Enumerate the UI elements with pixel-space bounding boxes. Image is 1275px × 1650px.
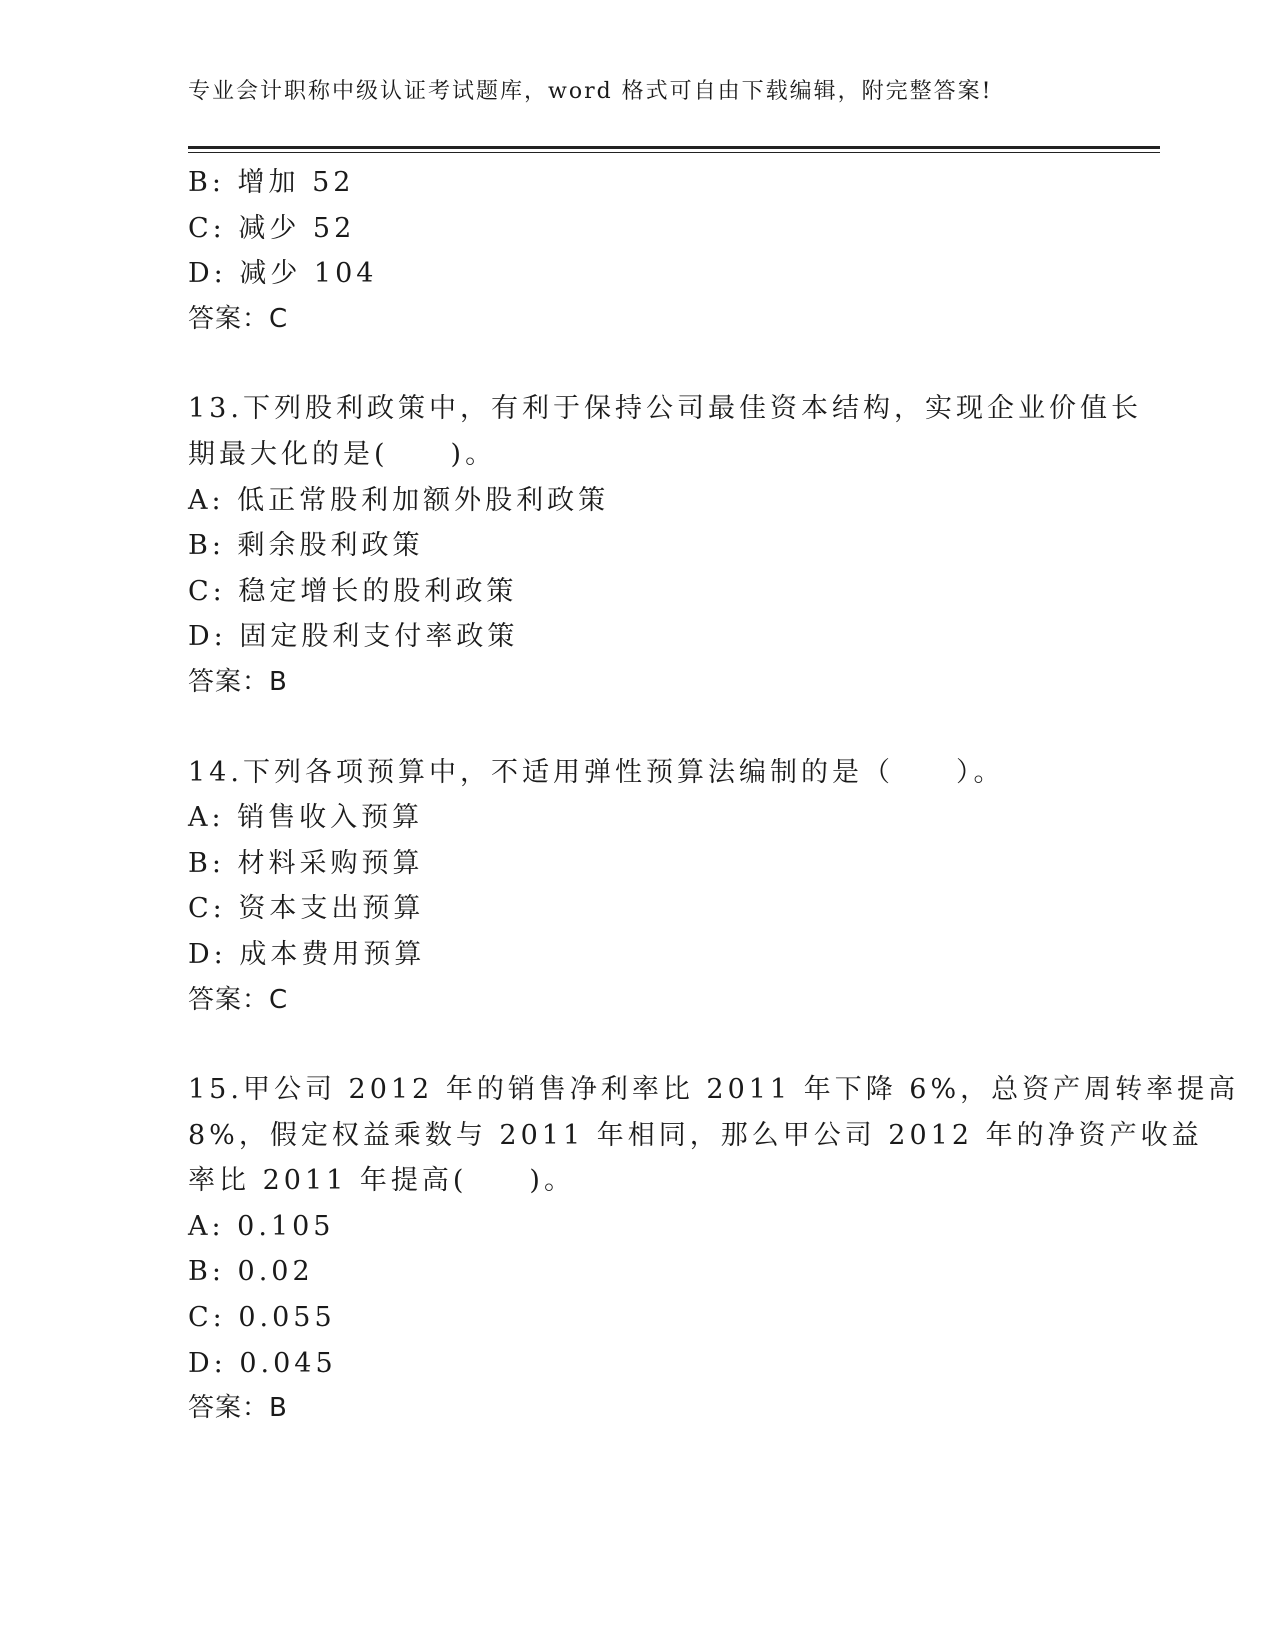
- option-c: C: 减少 52: [188, 212, 356, 244]
- header-rule-thin: [188, 152, 1160, 153]
- option-b: B: 增加 52: [188, 167, 355, 198]
- question-13-stem-line-2: 期最大化的是( )。: [188, 438, 497, 470]
- spacer: [188, 706, 1088, 750]
- question-15-option-a: A: 0.105: [188, 1210, 335, 1242]
- question-14-option-d: D: 成本费用预算: [188, 938, 426, 970]
- question-13-option-c: C: 稳定增长的股利政策: [188, 575, 518, 607]
- question-15-answer: 答案：B: [188, 1393, 288, 1424]
- question-13-option-a: A: 低正常股利加额外股利政策: [188, 484, 610, 516]
- question-13-option-d: D: 固定股利支付率政策: [188, 621, 519, 653]
- question-15-stem-line-3: 率比 2011 年提高( )。: [188, 1165, 575, 1197]
- document-body: [188, 160, 1240, 1432]
- spacer: [188, 342, 1088, 386]
- option-d: D: 减少 104: [188, 258, 378, 290]
- question-13-stem-line-1: 13.下列股利政策中，有利于保持公司最佳资本结构，实现企业价值长: [188, 393, 1142, 425]
- question-15-option-c: C: 0.055: [188, 1302, 336, 1334]
- spacer: [188, 1023, 1088, 1067]
- question-14-option-b: B: 材料采购预算: [188, 847, 424, 879]
- question-14-option-c: C: 资本支出预算: [188, 893, 425, 925]
- answer-line: 答案：C: [188, 303, 289, 334]
- page-header: 专业会计职称中级认证考试题库，word 格式可自由下载编辑，附完整答案!: [188, 79, 993, 104]
- question-15-stem-line-1: 15.甲公司 2012 年的销售净利率比 2011 年下降 6%，总资产周转率提高: [188, 1074, 1240, 1106]
- question-13-answer: 答案：B: [188, 666, 288, 697]
- question-14-option-a: A: 销售收入预算: [188, 802, 424, 834]
- header-rule-thick: [188, 146, 1160, 149]
- question-14-stem-line-1: 14.下列各项预算中，不适用弹性预算法编制的是（ ）。: [188, 756, 1005, 788]
- question-15-option-d: D: 0.045: [188, 1347, 337, 1379]
- question-15-option-b: B: 0.02: [188, 1256, 314, 1288]
- question-15-stem-line-2: 8%，假定权益乘数与 2011 年相同，那么甲公司 2012 年的净资产收益: [188, 1119, 1203, 1151]
- question-13-option-b: B: 剩余股利政策: [188, 530, 424, 562]
- question-14-answer: 答案：C: [188, 984, 289, 1015]
